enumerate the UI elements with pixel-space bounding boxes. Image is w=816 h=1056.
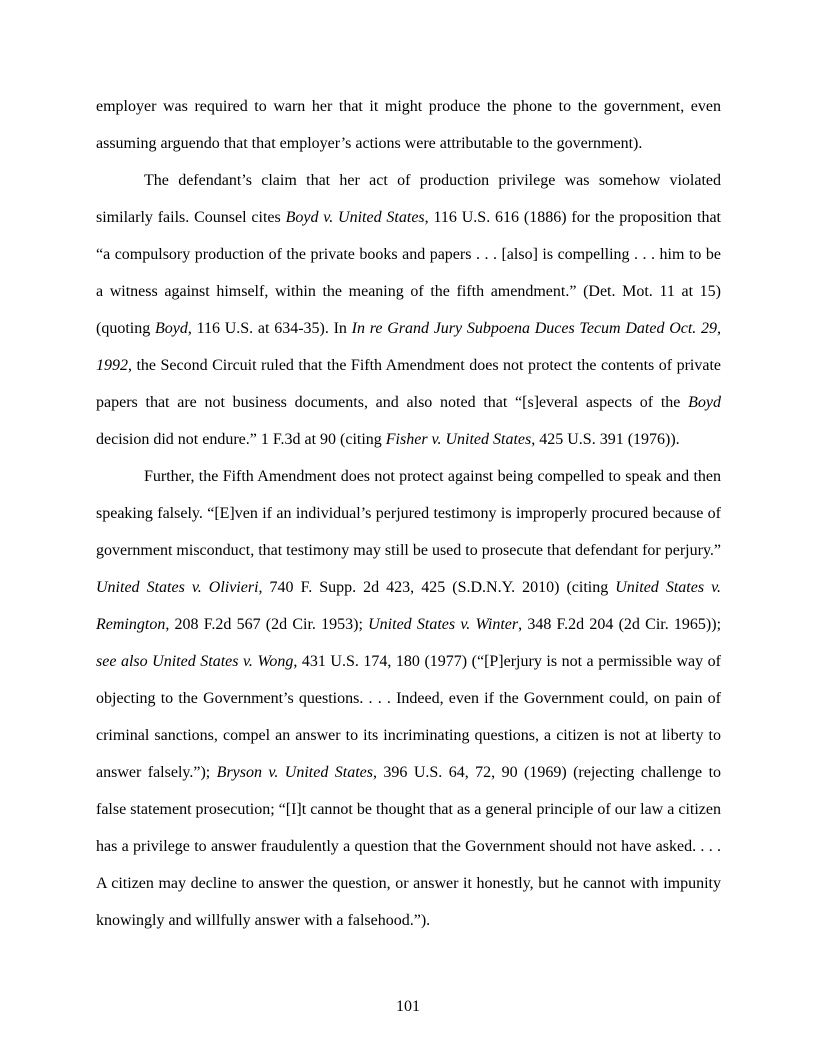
body-text [96, 88, 721, 939]
case-citation: United States v. Remington [96, 579, 721, 633]
text-run: , 116 U.S. at 634-35). In [187, 320, 352, 337]
paragraph [96, 458, 721, 939]
text-run: , 208 F.2d 567 (2d Cir. 1953); [165, 616, 369, 633]
case-citation: Bryson v. United States [216, 764, 373, 781]
text-run: , 116 U.S. 616 (1886) for the proposition that “a compulsory production of the private books and papers . . . [also] is compelling . . . him to be a witness against himself, within the meaning of the fifth amendment.” (Det. Mot. 11 at 15) (quoting [96, 209, 721, 337]
page-number: 101 [396, 998, 420, 1015]
text-run: Further, the Fifth Amendment does not protect against being compelled to speak and then speaking falsely. “[E]ven if an individual’s perjured testimony is improperly procured because of government misconduct, that testimony may still be used to prosecute that defendant for perjury.” [96, 468, 722, 559]
case-citation: United States v. Winter [368, 616, 519, 633]
paragraph [96, 162, 721, 458]
case-citation: Boyd [688, 394, 721, 411]
text-run: , 396 U.S. 64, 72, 90 (1969) (rejecting challenge to false statement prosecution; “[I]t cannot be thought that as a general principle of our law a citizen has a privilege to answer fraudulently a question that the Government should not have asked. . . . A citizen may decline to answer the question, or answer it honestly, but he cannot with impunity knowingly and willfully answer with a falsehood.”). [96, 764, 722, 929]
case-citation: Boyd v. United States [285, 209, 425, 226]
text-run: , 425 U.S. 391 (1976)). [531, 431, 680, 448]
text-run: , the Second Circuit ruled that the Fifth Amendment does not protect the contents of private papers that are not business documents, and also noted that “[s]everal aspects of the [96, 357, 721, 411]
case-citation: see also United States v. Wong [96, 653, 294, 670]
text-run: , 740 F. Supp. 2d 423, 425 (S.D.N.Y. 2010) (citing [258, 579, 616, 596]
text-run: employer was required to warn her that it might produce the phone to the government, even assuming arguendo that that employer’s actions were attributable to the government). [96, 98, 721, 152]
text-run: , 348 F.2d 204 (2d Cir. 1965)); [518, 616, 722, 633]
case-citation: Fisher v. United States [385, 431, 532, 448]
paragraph [96, 88, 721, 162]
case-citation: Boyd [154, 320, 188, 337]
text-run: The defendant’s claim that her act of production privilege was somehow violated similarly fails. Counsel cites [96, 172, 721, 226]
case-citation: In re Grand Jury Subpoena Duces Tecum Dated Oct. 29, 1992 [96, 320, 722, 374]
text-run: decision did not endure.” 1 F.3d at 90 (citing [96, 431, 386, 448]
case-citation: United States v. Olivieri [96, 579, 259, 596]
text-run: , 431 U.S. 174, 180 (1977) (“[P]erjury is not a permissible way of objecting to the Government’s questions. . . . Indeed, even if the Government could, on pain of criminal sanctions, compel an answer to its incriminating questions, a citizen is not at liberty to answer falsely.”); [96, 653, 722, 781]
